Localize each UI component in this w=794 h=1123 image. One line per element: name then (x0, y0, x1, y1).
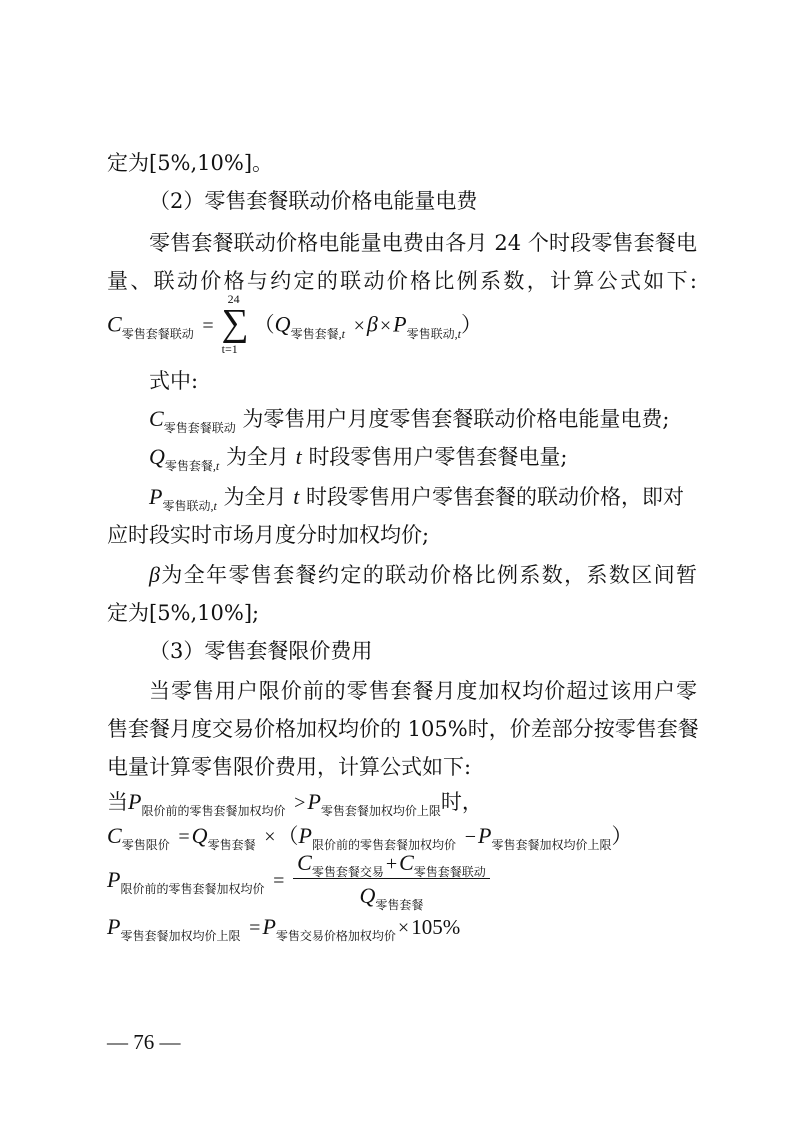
summation: 24 ∑ t=1 (221, 292, 249, 356)
formula-limit-fee: $C_{零售限价} =Q_{零售套餐} \times(P_{限价前的零售套餐加权均价} -P_{零售套餐加权均价上限})$ (107, 823, 633, 852)
paragraph-where: 式中: (149, 369, 199, 393)
fraction-numerator: $C_{零售套餐交易} +C_{零售套餐联动}$ (293, 850, 490, 879)
formula-link-fee: $C_{零售套餐联动}$ = 24 ∑ t=1 $(Q_{零售套餐,t} \times\beta \times P_{零售联动,t})$ (107, 292, 482, 356)
definition-beta: β为全年零售套餐约定的联动价格比例系数，系数区间暂 (149, 562, 697, 587)
section-heading-2: （2）零售套餐联动价格电能量电费 (149, 189, 478, 213)
formula-pre-limit-average: $P_{限价前的零售套餐加权均价}$ = $\frac{C_{零售套餐交易} +C_{零售套餐联动}}{Q_{零售套餐}}$ (107, 852, 490, 911)
fraction-denominator: $Q_{零售套餐}$ (359, 883, 424, 912)
paragraph-line-16: 电量计算零售限价费用，计算公式如下: (107, 755, 472, 779)
definition-c-link: $C_{零售套餐联动}$ 为零售用户月度零售套餐联动价格电能量电费; (149, 406, 670, 435)
section-heading-3: （3）零售套餐限价费用 (149, 639, 373, 663)
definition-q-pkg: $Q_{零售套餐,t}$ 为全月 t 时段零售用户零售套餐电量; (149, 444, 568, 473)
paragraph-line-14: 当零售用户限价前的零售套餐月度加权均价超过该用户零 (149, 679, 697, 703)
definition-p-link: $P_{零售联动,t}$ 为全月 t 时段零售用户零售套餐的联动价格，即对 (149, 484, 684, 513)
page-number: — 76 — (107, 1030, 181, 1054)
formula-condition: 当$P_{限价前的零售套餐加权均价} >P_{零售套餐加权均价上限}$时， (107, 789, 483, 818)
paragraph-line-3: 零售套餐联动价格电能量电费由各月 24 个时段零售套餐电 (149, 231, 697, 255)
paragraph-line-15: 售套餐月度交易价格加权均价的 105%时，价差部分按零售套餐 (107, 717, 699, 741)
paragraph-line-10: 应时段实时市场月度分时加权均价; (107, 523, 430, 547)
paragraph-line-1: 定为[5%,10%]。 (107, 151, 274, 175)
formula-upper-limit: $P_{零售套餐加权均价上限} =P_{零售交易价格加权均价} \times 105\%$ (107, 914, 461, 943)
paragraph-line-12: 定为[5%,10%]; (107, 601, 260, 625)
paragraph-line-4: 量、联动价格与约定的联动价格比例系数，计算公式如下: (107, 269, 697, 293)
